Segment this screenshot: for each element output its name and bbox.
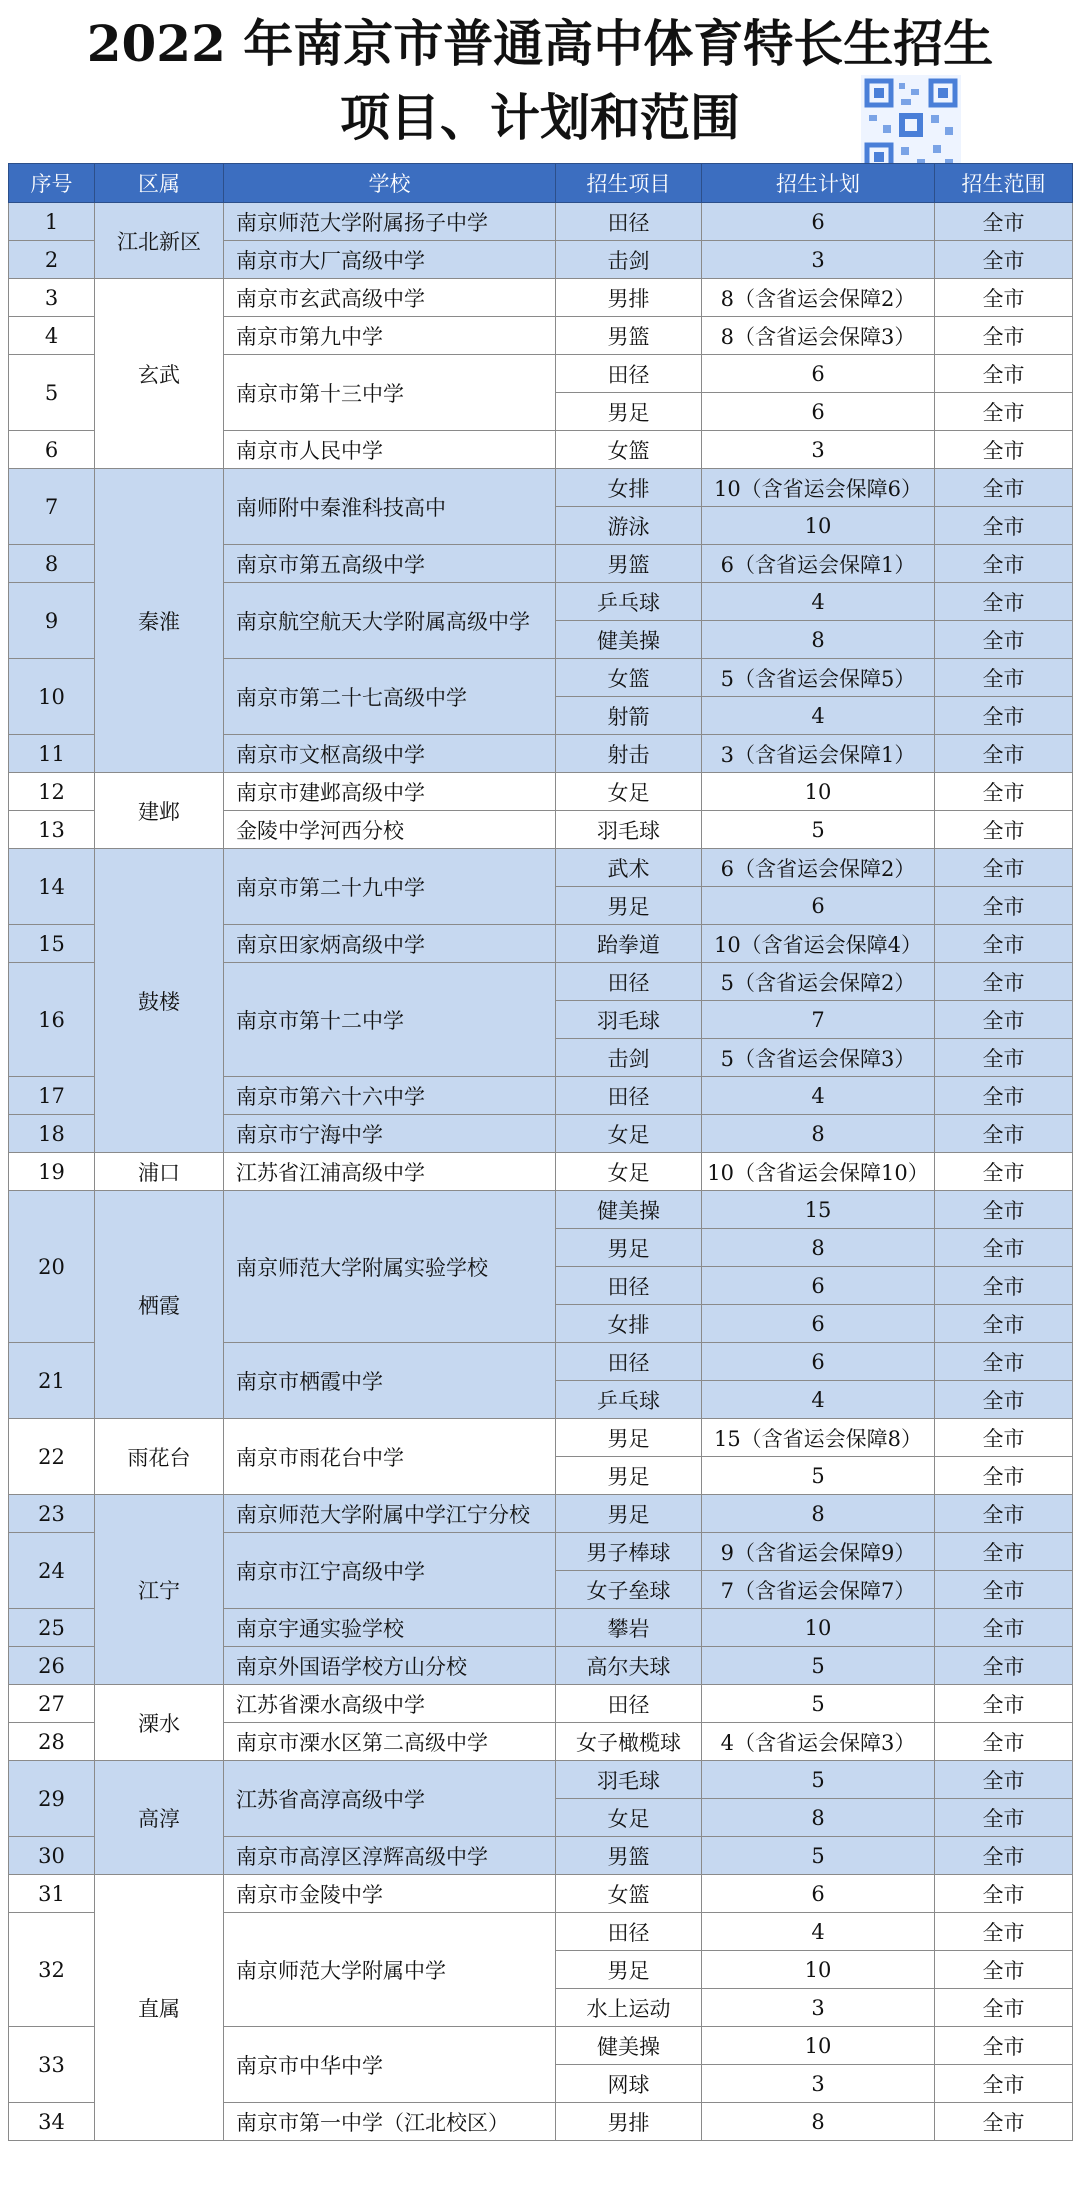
- row-number: 7: [9, 469, 95, 545]
- row-number: 1: [9, 203, 95, 241]
- sport-cell: 攀岩: [556, 1609, 702, 1647]
- range-cell: 全市: [935, 431, 1073, 469]
- range-cell: 全市: [935, 1989, 1073, 2027]
- sport-cell: 击剑: [556, 1039, 702, 1077]
- table-row: [9, 1685, 1073, 1723]
- plan-cell: 8: [702, 1115, 935, 1153]
- plan-cell: 8（含省运会保障2）: [702, 279, 935, 317]
- school-name: 南京市栖霞中学: [224, 1343, 556, 1419]
- sport-cell: 男足: [556, 1229, 702, 1267]
- school-name: 南京师范大学附属扬子中学: [224, 203, 556, 241]
- range-cell: 全市: [935, 1381, 1073, 1419]
- header-range: 招生范围: [935, 164, 1073, 203]
- plan-cell: 3: [702, 241, 935, 279]
- sport-cell: 女篮: [556, 659, 702, 697]
- range-cell: 全市: [935, 773, 1073, 811]
- table-row: [9, 279, 1073, 317]
- sport-cell: 男足: [556, 393, 702, 431]
- range-cell: 全市: [935, 469, 1073, 507]
- school-name: 南京师范大学附属实验学校: [224, 1191, 556, 1343]
- school-name: 金陵中学河西分校: [224, 811, 556, 849]
- range-cell: 全市: [935, 507, 1073, 545]
- plan-cell: 3: [702, 2065, 935, 2103]
- row-number: 34: [9, 2103, 95, 2141]
- sport-cell: 田径: [556, 1267, 702, 1305]
- school-name: 南京市第二十九中学: [224, 849, 556, 925]
- range-cell: 全市: [935, 545, 1073, 583]
- sport-cell: 女子垒球: [556, 1571, 702, 1609]
- district-cell: 浦口: [95, 1153, 224, 1191]
- range-cell: 全市: [935, 1951, 1073, 1989]
- plan-cell: 6: [702, 1267, 935, 1305]
- school-name: 南京市金陵中学: [224, 1875, 556, 1913]
- range-cell: 全市: [935, 1723, 1073, 1761]
- sport-cell: 男排: [556, 279, 702, 317]
- range-cell: 全市: [935, 735, 1073, 773]
- school-name: 南京市大厂高级中学: [224, 241, 556, 279]
- table-row: [9, 1761, 1073, 1799]
- sport-cell: 女篮: [556, 431, 702, 469]
- plan-cell: 8（含省运会保障3）: [702, 317, 935, 355]
- plan-cell: 3: [702, 431, 935, 469]
- range-cell: 全市: [935, 1875, 1073, 1913]
- table-header-row: [9, 164, 1073, 203]
- district-cell: 栖霞: [95, 1191, 224, 1419]
- school-name: 江苏省江浦高级中学: [224, 1153, 556, 1191]
- sport-cell: 女排: [556, 469, 702, 507]
- row-number: 3: [9, 279, 95, 317]
- school-name: 南京市溧水区第二高级中学: [224, 1723, 556, 1761]
- plan-cell: 4: [702, 583, 935, 621]
- sport-cell: 女子橄榄球: [556, 1723, 702, 1761]
- table-row: [9, 1153, 1073, 1191]
- range-cell: 全市: [935, 2065, 1073, 2103]
- row-number: 17: [9, 1077, 95, 1115]
- plan-cell: 6: [702, 1875, 935, 1913]
- plan-cell: 3: [702, 1989, 935, 2027]
- sport-cell: 女排: [556, 1305, 702, 1343]
- range-cell: 全市: [935, 1191, 1073, 1229]
- school-name: 南京师范大学附属中学: [224, 1913, 556, 2027]
- school-name: 南京宇通实验学校: [224, 1609, 556, 1647]
- plan-cell: 4: [702, 1913, 935, 1951]
- plan-cell: 5: [702, 1761, 935, 1799]
- sport-cell: 游泳: [556, 507, 702, 545]
- row-number: 10: [9, 659, 95, 735]
- range-cell: 全市: [935, 1039, 1073, 1077]
- range-cell: 全市: [935, 659, 1073, 697]
- plan-cell: 8: [702, 1495, 935, 1533]
- range-cell: 全市: [935, 1533, 1073, 1571]
- table-row: [9, 1495, 1073, 1533]
- plan-cell: 15: [702, 1191, 935, 1229]
- sport-cell: 男排: [556, 2103, 702, 2141]
- row-number: 13: [9, 811, 95, 849]
- row-number: 22: [9, 1419, 95, 1495]
- plan-cell: 8: [702, 1799, 935, 1837]
- table-row: [9, 1191, 1073, 1229]
- school-name: 南京师范大学附属中学江宁分校: [224, 1495, 556, 1533]
- plan-cell: 10: [702, 773, 935, 811]
- plan-cell: 10（含省运会保障6）: [702, 469, 935, 507]
- sport-cell: 田径: [556, 203, 702, 241]
- school-name: 江苏省高淳高级中学: [224, 1761, 556, 1837]
- plan-cell: 5: [702, 1647, 935, 1685]
- range-cell: 全市: [935, 2027, 1073, 2065]
- plan-cell: 6: [702, 203, 935, 241]
- range-cell: 全市: [935, 317, 1073, 355]
- sport-cell: 田径: [556, 963, 702, 1001]
- table-row: [9, 1419, 1073, 1457]
- row-number: 26: [9, 1647, 95, 1685]
- range-cell: 全市: [935, 241, 1073, 279]
- range-cell: 全市: [935, 1343, 1073, 1381]
- table-row: [9, 1875, 1073, 1913]
- range-cell: 全市: [935, 925, 1073, 963]
- range-cell: 全市: [935, 887, 1073, 925]
- qr-code-icon: [861, 75, 961, 175]
- sport-cell: 男足: [556, 1457, 702, 1495]
- row-number: 16: [9, 963, 95, 1077]
- sport-cell: 田径: [556, 355, 702, 393]
- header-plan: 招生计划: [702, 164, 935, 203]
- sport-cell: 射箭: [556, 697, 702, 735]
- sport-cell: 击剑: [556, 241, 702, 279]
- row-number: 11: [9, 735, 95, 773]
- range-cell: 全市: [935, 1647, 1073, 1685]
- row-number: 14: [9, 849, 95, 925]
- plan-cell: 5: [702, 811, 935, 849]
- row-number: 21: [9, 1343, 95, 1419]
- school-name: 南京田家炳高级中学: [224, 925, 556, 963]
- row-number: 19: [9, 1153, 95, 1191]
- range-cell: 全市: [935, 1571, 1073, 1609]
- sport-cell: 男足: [556, 1419, 702, 1457]
- plan-cell: 5（含省运会保障3）: [702, 1039, 935, 1077]
- range-cell: 全市: [935, 963, 1073, 1001]
- plan-cell: 6（含省运会保障2）: [702, 849, 935, 887]
- sport-cell: 高尔夫球: [556, 1647, 702, 1685]
- sport-cell: 羽毛球: [556, 811, 702, 849]
- range-cell: 全市: [935, 1685, 1073, 1723]
- district-cell: 建邺: [95, 773, 224, 849]
- sport-cell: 男篮: [556, 317, 702, 355]
- school-name: 南京市文枢高级中学: [224, 735, 556, 773]
- sport-cell: 水上运动: [556, 1989, 702, 2027]
- plan-cell: 10: [702, 2027, 935, 2065]
- row-number: 31: [9, 1875, 95, 1913]
- range-cell: 全市: [935, 1001, 1073, 1039]
- row-number: 9: [9, 583, 95, 659]
- district-cell: 直属: [95, 1875, 224, 2141]
- sport-cell: 男足: [556, 1951, 702, 1989]
- row-number: 23: [9, 1495, 95, 1533]
- range-cell: 全市: [935, 203, 1073, 241]
- plan-cell: 5: [702, 1837, 935, 1875]
- school-name: 南京市第十三中学: [224, 355, 556, 431]
- plan-cell: 15（含省运会保障8）: [702, 1419, 935, 1457]
- header-district: 区属: [95, 164, 224, 203]
- sport-cell: 男篮: [556, 545, 702, 583]
- range-cell: 全市: [935, 1495, 1073, 1533]
- sport-cell: 跆拳道: [556, 925, 702, 963]
- row-number: 8: [9, 545, 95, 583]
- table-body: [9, 203, 1073, 2141]
- district-cell: 江北新区: [95, 203, 224, 279]
- school-name: 南京市第一中学（江北校区）: [224, 2103, 556, 2141]
- district-cell: 秦淮: [95, 469, 224, 773]
- plan-cell: 3（含省运会保障1）: [702, 735, 935, 773]
- school-name: 南京市第五高级中学: [224, 545, 556, 583]
- row-number: 2: [9, 241, 95, 279]
- range-cell: 全市: [935, 393, 1073, 431]
- school-name: 南京市第六十六中学: [224, 1077, 556, 1115]
- sport-cell: 男足: [556, 1495, 702, 1533]
- school-name: 江苏省溧水高级中学: [224, 1685, 556, 1723]
- row-number: 32: [9, 1913, 95, 2027]
- plan-cell: 10: [702, 1951, 935, 1989]
- range-cell: 全市: [935, 1913, 1073, 1951]
- plan-cell: 6: [702, 393, 935, 431]
- school-name: 南京市第十二中学: [224, 963, 556, 1077]
- plan-cell: 6（含省运会保障1）: [702, 545, 935, 583]
- range-cell: 全市: [935, 1229, 1073, 1267]
- range-cell: 全市: [935, 355, 1073, 393]
- row-number: 6: [9, 431, 95, 469]
- table-row: [9, 849, 1073, 887]
- plan-cell: 8: [702, 1229, 935, 1267]
- plan-cell: 4: [702, 1381, 935, 1419]
- range-cell: 全市: [935, 849, 1073, 887]
- row-number: 4: [9, 317, 95, 355]
- sport-cell: 男篮: [556, 1837, 702, 1875]
- enrollment-table: [8, 163, 1073, 2141]
- district-cell: 鼓楼: [95, 849, 224, 1153]
- row-number: 29: [9, 1761, 95, 1837]
- sport-cell: 羽毛球: [556, 1001, 702, 1039]
- plan-cell: 6: [702, 355, 935, 393]
- document-title-line2: 项目、计划和范围: [340, 88, 740, 147]
- plan-cell: 7: [702, 1001, 935, 1039]
- plan-cell: 4（含省运会保障3）: [702, 1723, 935, 1761]
- plan-cell: 10: [702, 1609, 935, 1647]
- range-cell: 全市: [935, 1799, 1073, 1837]
- school-name: 南京市人民中学: [224, 431, 556, 469]
- district-cell: 溧水: [95, 1685, 224, 1761]
- sport-cell: 健美操: [556, 2027, 702, 2065]
- header-sport: 招生项目: [556, 164, 702, 203]
- plan-cell: 4: [702, 1077, 935, 1115]
- range-cell: 全市: [935, 1153, 1073, 1191]
- sport-cell: 武术: [556, 849, 702, 887]
- plan-cell: 5（含省运会保障2）: [702, 963, 935, 1001]
- document-title-line1: 2022 年南京市普通高中体育特长生招生: [86, 14, 994, 73]
- plan-cell: 7（含省运会保障7）: [702, 1571, 935, 1609]
- school-name: 南京市玄武高级中学: [224, 279, 556, 317]
- school-name: 南京市建邺高级中学: [224, 773, 556, 811]
- row-number: 25: [9, 1609, 95, 1647]
- plan-cell: 6: [702, 887, 935, 925]
- district-cell: 高淳: [95, 1761, 224, 1875]
- school-name: 南京市雨花台中学: [224, 1419, 556, 1495]
- school-name: 南京市第九中学: [224, 317, 556, 355]
- row-number: 27: [9, 1685, 95, 1723]
- school-name: 南京市第二十七高级中学: [224, 659, 556, 735]
- plan-cell: 10: [702, 507, 935, 545]
- sport-cell: 乒乓球: [556, 583, 702, 621]
- range-cell: 全市: [935, 1837, 1073, 1875]
- row-number: 28: [9, 1723, 95, 1761]
- plan-cell: 10（含省运会保障4）: [702, 925, 935, 963]
- range-cell: 全市: [935, 1267, 1073, 1305]
- sport-cell: 男子棒球: [556, 1533, 702, 1571]
- plan-cell: 5: [702, 1685, 935, 1723]
- plan-cell: 10（含省运会保障10）: [702, 1153, 935, 1191]
- header-school: 学校: [224, 164, 556, 203]
- table-row: [9, 469, 1073, 507]
- sport-cell: 女篮: [556, 1875, 702, 1913]
- range-cell: 全市: [935, 697, 1073, 735]
- plan-cell: 9（含省运会保障9）: [702, 1533, 935, 1571]
- school-name: 南京市中华中学: [224, 2027, 556, 2103]
- row-number: 33: [9, 2027, 95, 2103]
- row-number: 5: [9, 355, 95, 431]
- sport-cell: 羽毛球: [556, 1761, 702, 1799]
- school-name: 南京市宁海中学: [224, 1115, 556, 1153]
- plan-cell: 6: [702, 1343, 935, 1381]
- plan-cell: 8: [702, 621, 935, 659]
- row-number: 12: [9, 773, 95, 811]
- school-name: 南京市高淳区淳辉高级中学: [224, 1837, 556, 1875]
- sport-cell: 田径: [556, 1913, 702, 1951]
- school-name: 南京航空航天大学附属高级中学: [224, 583, 556, 659]
- range-cell: 全市: [935, 2103, 1073, 2141]
- school-name: 南京外国语学校方山分校: [224, 1647, 556, 1685]
- range-cell: 全市: [935, 1419, 1073, 1457]
- sport-cell: 网球: [556, 2065, 702, 2103]
- sport-cell: 田径: [556, 1685, 702, 1723]
- range-cell: 全市: [935, 621, 1073, 659]
- school-name: 南京市江宁高级中学: [224, 1533, 556, 1609]
- plan-cell: 4: [702, 697, 935, 735]
- school-name: 南师附中秦淮科技高中: [224, 469, 556, 545]
- row-number: 30: [9, 1837, 95, 1875]
- plan-cell: 5（含省运会保障5）: [702, 659, 935, 697]
- sport-cell: 健美操: [556, 1191, 702, 1229]
- header-no: 序号: [9, 164, 95, 203]
- row-number: 15: [9, 925, 95, 963]
- district-cell: 玄武: [95, 279, 224, 469]
- district-cell: 江宁: [95, 1495, 224, 1685]
- range-cell: 全市: [935, 1609, 1073, 1647]
- range-cell: 全市: [935, 279, 1073, 317]
- sport-cell: 男足: [556, 887, 702, 925]
- range-cell: 全市: [935, 583, 1073, 621]
- sport-cell: 乒乓球: [556, 1381, 702, 1419]
- sport-cell: 女足: [556, 1115, 702, 1153]
- range-cell: 全市: [935, 1115, 1073, 1153]
- row-number: 18: [9, 1115, 95, 1153]
- table-row: [9, 203, 1073, 241]
- plan-cell: 5: [702, 1457, 935, 1495]
- range-cell: 全市: [935, 811, 1073, 849]
- range-cell: 全市: [935, 1457, 1073, 1495]
- table-row: [9, 773, 1073, 811]
- plan-cell: 6: [702, 1305, 935, 1343]
- row-number: 20: [9, 1191, 95, 1343]
- sport-cell: 田径: [556, 1343, 702, 1381]
- plan-cell: 8: [702, 2103, 935, 2141]
- sport-cell: 女足: [556, 1799, 702, 1837]
- sport-cell: 女足: [556, 1153, 702, 1191]
- sport-cell: 田径: [556, 1077, 702, 1115]
- range-cell: 全市: [935, 1305, 1073, 1343]
- district-cell: 雨花台: [95, 1419, 224, 1495]
- sport-cell: 女足: [556, 773, 702, 811]
- range-cell: 全市: [935, 1077, 1073, 1115]
- row-number: 24: [9, 1533, 95, 1609]
- sport-cell: 健美操: [556, 621, 702, 659]
- range-cell: 全市: [935, 1761, 1073, 1799]
- sport-cell: 射击: [556, 735, 702, 773]
